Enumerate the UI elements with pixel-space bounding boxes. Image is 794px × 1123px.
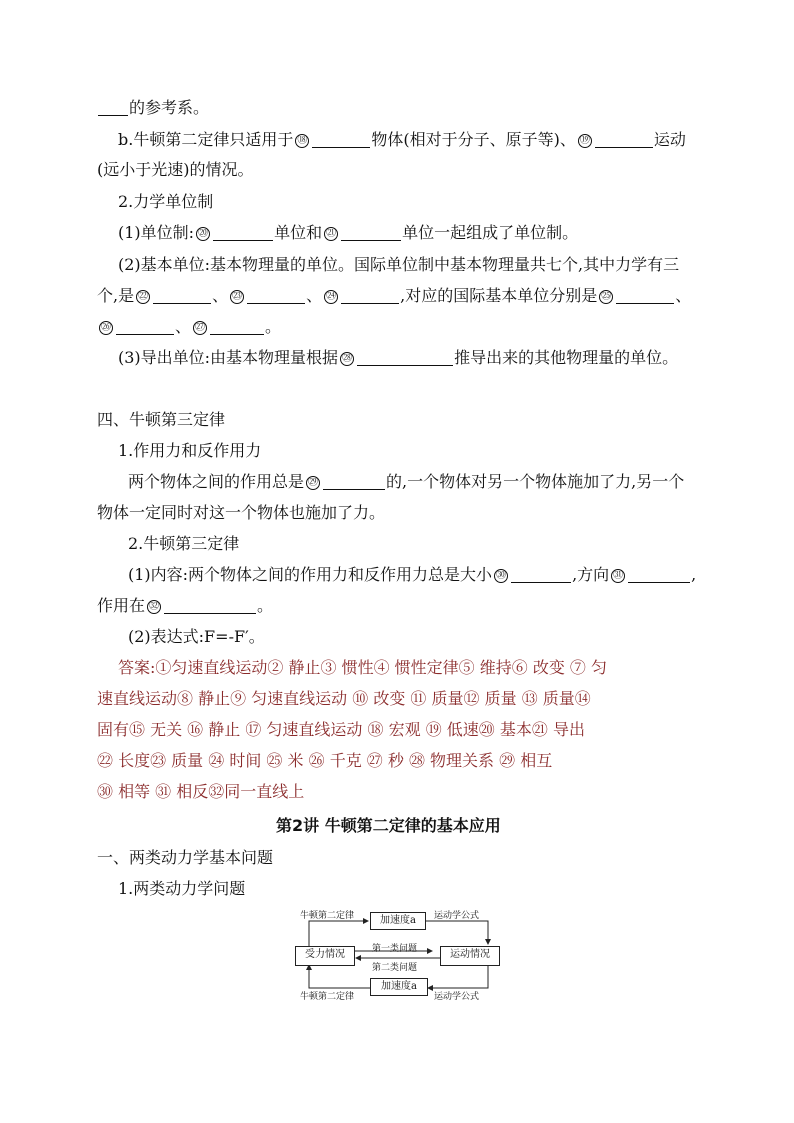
fill-blank[interactable] [628,566,690,583]
text: 运动 [653,130,686,149]
text: ,对应的国际基本单位分别是 [400,286,598,305]
fill-blank[interactable] [357,349,453,366]
first-type-label: 第一类问题 [372,944,418,954]
text-line: 物体一定同时对这一个物体也施加了力。 [97,503,386,522]
text-line [118,348,678,368]
fill-blank[interactable] [341,287,399,304]
fill-blank[interactable] [153,287,211,304]
text: 作用在 [97,596,146,615]
circled-number: ㉖ [101,322,111,333]
section-heading: 一、两类动力学基本问题 [97,848,274,867]
subheading: 1.两类动力学问题 [118,879,246,898]
circled-number: ㉚ [496,570,507,581]
text: ,方向 [572,565,610,584]
fill-blank[interactable] [213,224,273,241]
circled-number: ㉔ [326,291,337,302]
circled-number: ㉙ [308,477,319,488]
subheading: 1.作用力和反作用力 [118,441,262,460]
answer-line: ㉚ 相等 ㉛ 相反㉜同一直线上 [97,782,305,801]
acceleration-box-top: 加速度a [370,912,426,930]
second-type-label: 第二类问题 [372,963,418,973]
fill-blank[interactable] [595,131,653,148]
kinematics-label-bottom: 运动学公式 [434,992,480,1002]
text: 物体(相对于分子、原子等)、 [371,130,576,149]
fill-blank[interactable] [312,131,370,148]
text-line [97,98,209,118]
text-line: (2)基本单位:基本物理量的单位。国际单位制中基本物理量共七个,其中力学有三 [118,255,680,274]
text: 两个物体之间的作用总是 [128,472,305,491]
fill-blank[interactable] [247,287,305,304]
subheading: 2.牛顿第三定律 [128,534,240,553]
answer-line: ㉒ 长度㉓ 质量 ㉔ 时间 ㉕ 米 ㉖ 千克 ㉗ 秒 ㉘ 物理关系 ㉙ 相互 [97,751,553,770]
text: (1)单位制: [118,223,195,242]
text-line: 个,是 ㉒ 、 ㉓ 、 ㉔ ,对应的国际基本单位分别是 ㉕ 、 [97,286,692,305]
text: (1)内容:两个物体之间的作用力和反作用力总是大小 [128,565,493,584]
fill-blank[interactable] [210,318,264,335]
text: 单位和 [274,223,323,242]
motion-condition-box: 运动情况 [440,946,500,966]
circled-number: ㉒ [138,291,149,302]
text: 单位一起组成了单位制。 [402,223,579,242]
newton-law-label-top: 牛顿第二定律 [300,911,355,921]
newton-law-label-bottom: 牛顿第二定律 [300,992,355,1002]
text: (3)导出单位:由基本物理量根据 [118,348,339,367]
section-heading: 四、牛顿第三定律 [97,410,226,429]
text: 的,一个物体对另一个物体施加了力,另一个 [386,472,685,491]
text-line [118,130,686,150]
acceleration-box-bottom: 加速度a [370,978,428,996]
text-line [128,472,684,492]
answer-line: 速直线运动⑧ 静止⑨ 匀速直线运动 ⑩ 改变 ⑪ 质量⑫ 质量 ⑬ 质量⑭ [97,689,591,708]
circled-number: ㉗ [195,322,206,333]
text: 的参考系。 [129,98,210,117]
circled-number: ⑱ [297,135,308,146]
text: 个,是 [97,286,135,305]
dynamics-flow-diagram [292,908,504,1000]
text-line: 作用在 ㉜ 。 [97,596,274,615]
circled-number: ㉕ [601,291,612,302]
text-line: (2)表达式:F=-F′。 [128,627,265,646]
subheading: 2.力学单位制 [118,192,214,211]
text: 推导出来的其他物理量的单位。 [454,348,679,367]
fill-blank[interactable] [511,566,571,583]
fill-blank[interactable] [116,318,174,335]
fill-blank[interactable] [616,287,674,304]
circled-number: ㉑ [326,228,337,239]
force-condition-box: 受力情况 [295,946,355,966]
circled-number: ㉜ [149,601,160,612]
fill-blank[interactable] [164,597,256,614]
answer-line: 答案:①匀速直线运动② 静止③ 惯性④ 惯性定律⑤ 维持⑥ 改变 ⑦ 匀 [118,658,607,677]
text: b.牛顿第二定律只适用于 [118,130,294,149]
text-line [118,223,578,243]
kinematics-label-top: 运动学公式 [434,911,480,921]
text-line: ㉖ 、 ㉗ 。 [101,317,282,336]
circled-number: ㉘ [342,353,353,364]
fill-blank[interactable] [323,473,385,490]
circled-number: ㉛ [613,570,624,581]
circled-number: ⑲ [579,135,590,146]
text-line: (1)内容:两个物体之间的作用力和反作用力总是大小 ㉚ ,方向 ㉛ , [128,565,697,584]
circled-number: ⑳ [198,228,209,239]
fill-blank[interactable] [98,99,128,116]
text-line: (远小于光速)的情况。 [97,160,254,179]
lecture-title: 第2讲 牛顿第二定律的基本应用 [276,816,501,835]
fill-blank[interactable] [341,224,401,241]
answer-line: 固有⑮ 无关 ⑯ 静止 ⑰ 匀速直线运动 ⑱ 宏观 ⑲ 低速⑳ 基本㉑ 导出 [97,720,585,739]
circled-number: ㉓ [232,291,243,302]
